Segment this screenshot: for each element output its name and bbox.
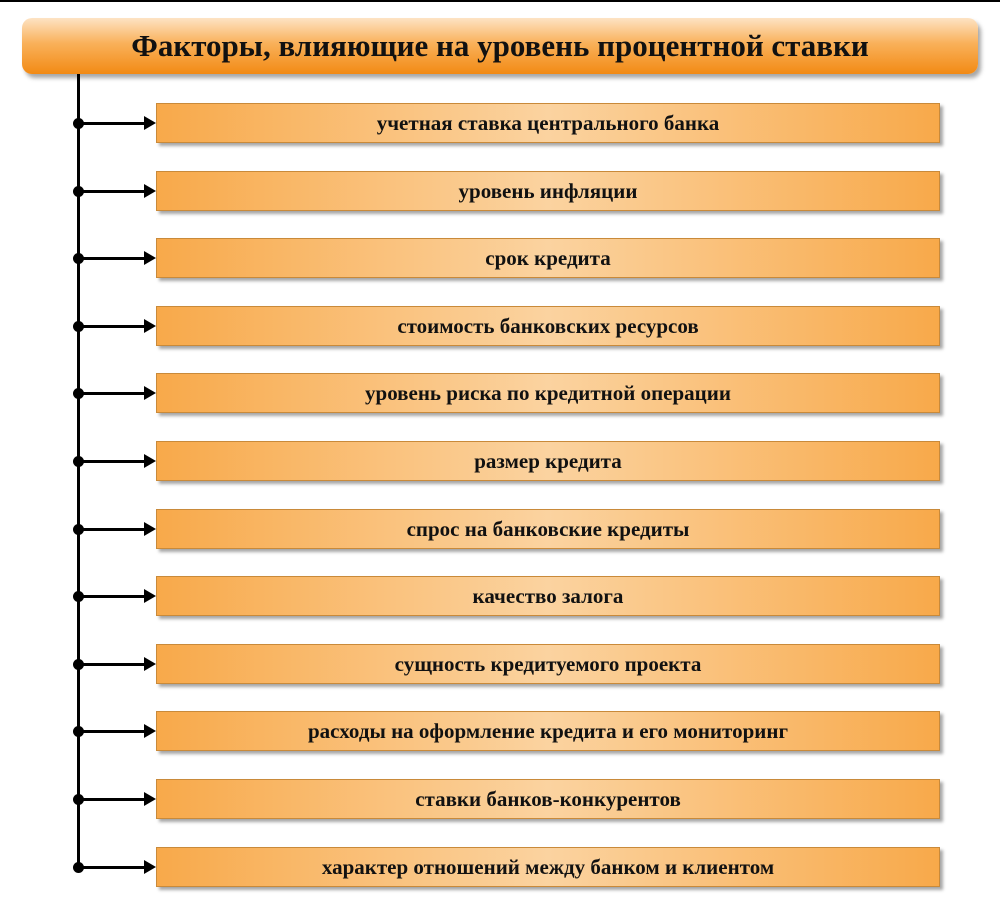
- factor-row: [0, 238, 1000, 278]
- factor-row: [0, 847, 1000, 887]
- factor-row: [0, 509, 1000, 549]
- factor-row: [0, 171, 1000, 211]
- connector-arrow-line: [80, 730, 146, 733]
- factor-label: качество залога: [472, 583, 624, 608]
- connector-arrow-line: [80, 460, 146, 463]
- factor-label: стоимость банковских ресурсов: [397, 313, 699, 338]
- connector-arrow-line: [80, 528, 146, 531]
- factor-label: уровень инфляции: [458, 178, 638, 203]
- arrow-right-icon: [144, 860, 156, 874]
- factor-box: [156, 103, 940, 143]
- factor-box: [156, 711, 940, 751]
- arrow-right-icon: [144, 724, 156, 738]
- factor-box: [156, 306, 940, 346]
- arrow-right-icon: [144, 184, 156, 198]
- factor-label: расходы на оформление кредита и его мониторинг: [308, 718, 788, 743]
- connector-arrow-line: [80, 392, 146, 395]
- factor-row: [0, 103, 1000, 143]
- arrow-right-icon: [144, 319, 156, 333]
- connector-arrow-line: [80, 663, 146, 666]
- arrow-right-icon: [144, 454, 156, 468]
- factor-row: [0, 441, 1000, 481]
- top-rule: [0, 0, 1000, 2]
- factor-box: [156, 779, 940, 819]
- factor-label: спрос на банковские кредиты: [406, 516, 690, 541]
- factor-box: [156, 373, 940, 413]
- factor-label: сущность кредитуемого проекта: [394, 651, 702, 676]
- factor-label: уровень риска по кредитной операции: [365, 380, 731, 405]
- factor-box: [156, 238, 940, 278]
- factor-row: [0, 779, 1000, 819]
- connector-arrow-line: [80, 325, 146, 328]
- connector-arrow-line: [80, 798, 146, 801]
- factor-box: [156, 171, 940, 211]
- diagram-title-box: [22, 18, 978, 74]
- factor-box: [156, 441, 940, 481]
- factor-label: характер отношений между банком и клиентом: [321, 854, 775, 879]
- arrow-right-icon: [144, 522, 156, 536]
- factor-label: срок кредита: [485, 245, 611, 270]
- connector-arrow-line: [80, 122, 146, 125]
- arrow-right-icon: [144, 792, 156, 806]
- diagram-title: Факторы, влияющие на уровень процентной ставки: [131, 28, 869, 63]
- factor-box: [156, 576, 940, 616]
- factor-label: ставки банков-конкурентов: [415, 786, 681, 811]
- arrow-right-icon: [144, 251, 156, 265]
- arrow-right-icon: [144, 116, 156, 130]
- connector-arrow-line: [80, 595, 146, 598]
- factor-row: [0, 576, 1000, 616]
- factor-box: [156, 644, 940, 684]
- arrow-right-icon: [144, 657, 156, 671]
- factor-row: [0, 644, 1000, 684]
- factor-row: [0, 711, 1000, 751]
- arrow-right-icon: [144, 589, 156, 603]
- factor-row: [0, 306, 1000, 346]
- connector-arrow-line: [80, 866, 146, 869]
- factor-box: [156, 847, 940, 887]
- connector-arrow-line: [80, 257, 146, 260]
- factor-row: [0, 373, 1000, 413]
- connector-arrow-line: [80, 190, 146, 193]
- factor-label: учетная ставка центрального банка: [376, 110, 720, 135]
- arrow-right-icon: [144, 386, 156, 400]
- factor-label: размер кредита: [474, 448, 622, 473]
- factor-box: [156, 509, 940, 549]
